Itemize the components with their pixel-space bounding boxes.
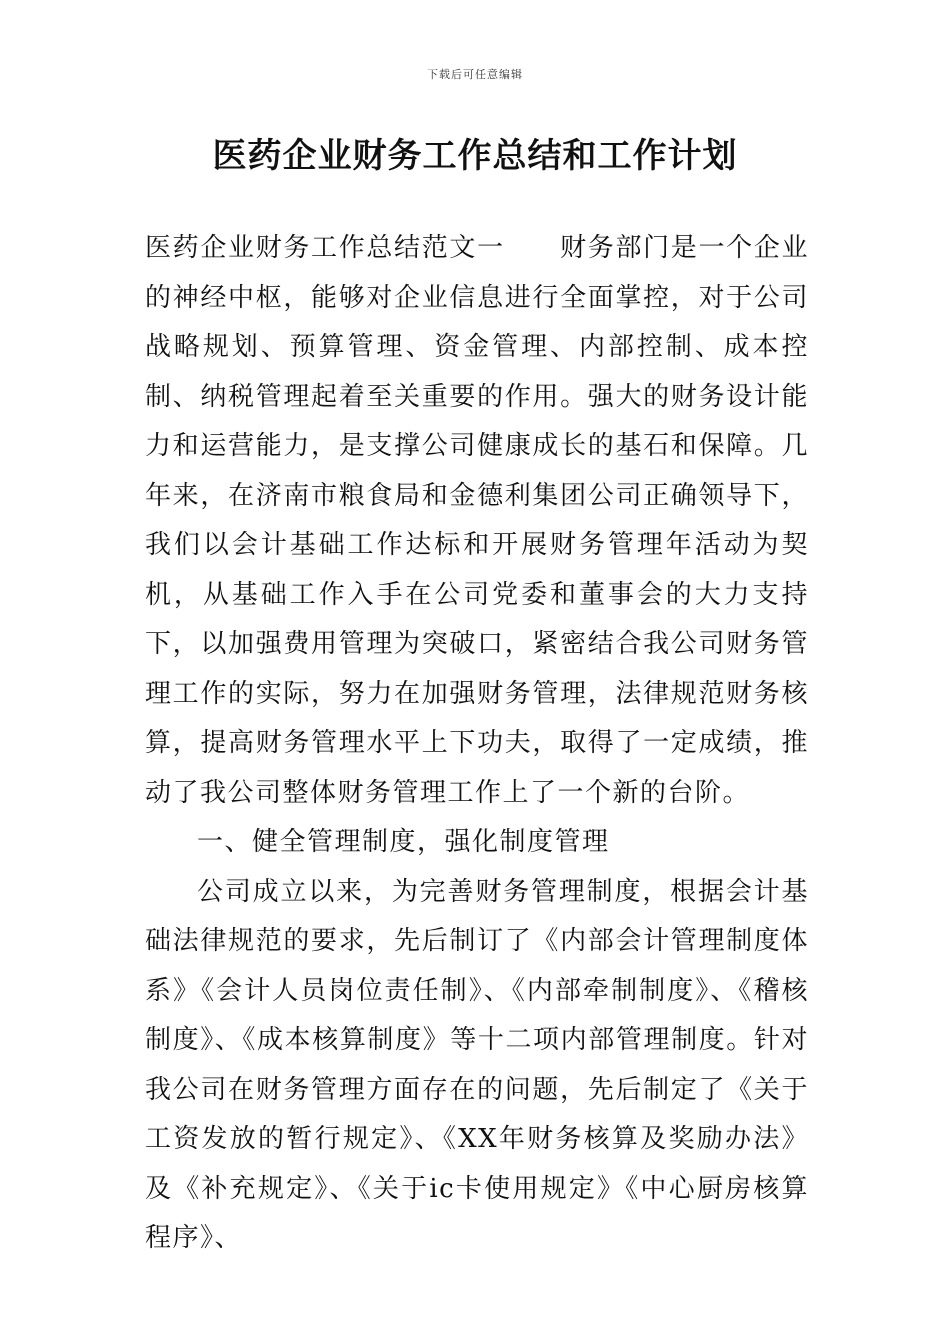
- paragraph-intro: 医药企业财务工作总结范文一 财务部门是一个企业的神经中枢，能够对企业信息进行全面掌控，对于公司战略规划、预算管理、资金管理、内部控制、成本控制、纳税管理起着至关重要的作用。强大的财务设计能力和运营能力，是支撑公司健康成长的基石和保障。几年来，在济南市粮食局和金德利集团公司正确领导下，我们以会计基础工作达标和开展财务管理年活动为契机，从基础工作入手在公司党委和董事会的大力支持下，以加强费用管理为突破口，紧密结合我公司财务管理工作的实际，努力在加强财务管理，法律规范财务核算，提高财务管理水平上下功夫，取得了一定成绩，推动了我公司整体财务管理工作上了一个新的台阶。: [145, 233, 809, 808]
- document-body: [145, 224, 809, 1264]
- document-title: 医药企业财务工作总结和工作计划: [212, 136, 738, 176]
- section-heading: 一、健全管理制度，强化制度管理: [197, 827, 610, 857]
- paragraph-section-one: 公司成立以来，为完善财务管理制度，根据会计基础法律规范的要求，先后制订了《内部会计管理制度体系》《会计人员岗位责任制》、《内部牵制制度》、《稽核制度》、《成本核算制度》等十二项内部管理制度。针对我公司在财务管理方面存在的问题，先后制定了《关于工资发放的暂行规定》、《XX年财务核算及奖励办法》及《补充规定》、《关于ic卡使用规定》《中心厨房核算程序》、: [145, 876, 809, 1253]
- header-note: 下载后可任意编辑: [427, 68, 523, 81]
